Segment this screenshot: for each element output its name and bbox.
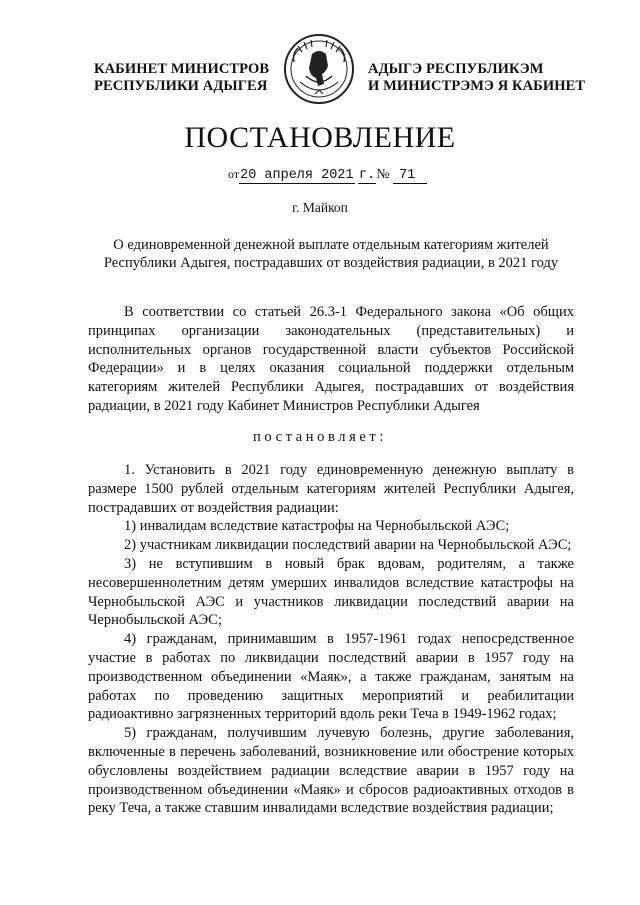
resolution-items: [88, 461, 574, 818]
coat-of-arms-emblem-icon: [282, 32, 356, 106]
document-date: 20 апреля 2021: [240, 168, 354, 183]
resolution-item: 4) гражданам, принимавшим в 1957-1961 годах непосредственное участие в работах по ликвидации последствий аварии в 1957 году на производственном объединении «Маяк», а также гражданам, занятым на работах по проведению защитных мероприятий и реабилитации радиоактивно загрязненных территорий вдоль реки Теча в 1949-1962 годах;: [88, 631, 574, 723]
resolution-item: 2) участникам ликвидации последствий аварии на Чернобыльской АЭС;: [124, 537, 572, 554]
year-suffix: г.: [359, 168, 376, 183]
issuer-line: И МИНИСТРЭМЭ Я КАБИНЕТ: [368, 78, 586, 94]
document-number: 71: [393, 168, 427, 184]
preamble-text: В соответствии со статьей 26.3-1 Федерального закона «Об общих принципах организации законодательных (представительных) и исполнительных органов государственной власти субъектов Российской Федерации» и в целях оказания социальной поддержки отдельным категориям жителей Республики Адыгея, пострадавших от воздействия радиации, в 2021 году Кабинет Министров Республики Адыгея: [88, 304, 574, 414]
subject-line: О единовременной денежной выплате отдельным категориям жителей: [113, 237, 549, 253]
issuer-line: КАБИНЕТ МИНИСТРОВ: [94, 61, 270, 77]
resolution-item: 5) гражданам, получившим лучевую болезнь, другие заболевания, включенные в перечень заболеваний, возникновение или обострение которых обусловлены воздействием радиации вследствие аварии в 1957 году на производственном объединении «Маяк» и сбросов радиоактивных отходов в реку Теча, а также ставшим инвалидами вследствие воздействия радиации;: [88, 725, 574, 817]
issuer-line: АДЫГЭ РЕСПУБЛИКЭМ: [368, 61, 544, 77]
issuer-name-russian: [94, 61, 269, 95]
issuer-name-adyghe: [368, 61, 585, 95]
number-label: №: [376, 167, 390, 182]
document-dateline: [228, 167, 427, 183]
date-prefix: от: [228, 167, 240, 181]
resolution-item: 1. Установить в 2021 году единовременную денежную выплату в размере 1500 рублей отдельным категориям жителей Республики Адыгея, пострадавших от воздействия радиации:: [88, 462, 574, 516]
issuer-line: РЕСПУБЛИКИ АДЫГЕЯ: [94, 78, 268, 94]
preamble: [88, 303, 574, 416]
document-city: г. Майкоп: [292, 200, 348, 215]
resolution-item: 1) инвалидам вследствие катастрофы на Чернобыльской АЭС;: [124, 518, 510, 535]
subject-line: Республики Адыгея, пострадавших от воздействия радиации, в 2021 году: [103, 255, 559, 271]
document-title: ПОСТАНОВЛЕНИЕ: [184, 121, 456, 154]
resolution-item: 3) не вступившим в новый брак вдовам, родителям, а также несовершеннолетним детям умерших инвалидов вследствие катастрофы на Чернобыльской АЭС и участников ликвидации последствий аварии на Чернобыльской АЭС;: [88, 555, 574, 629]
resolution-word: постановляет:: [253, 429, 387, 445]
document-subject: [92, 236, 570, 272]
